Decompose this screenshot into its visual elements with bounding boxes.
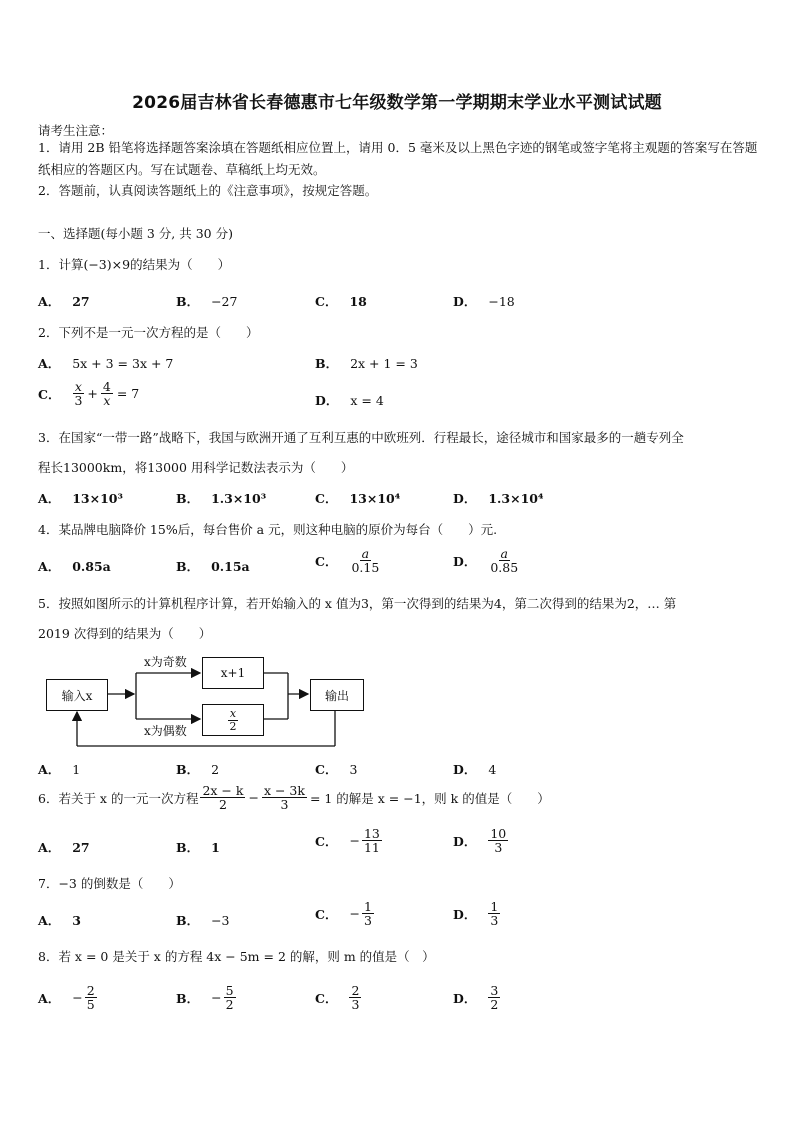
question-2: 2．下列不是一元一次方程的是（ ） [38,325,259,340]
page-title: 2026届吉林省长春德惠市七年级数学第一学期期末学业水平测试试题 [132,93,662,113]
q5-option-d[interactable]: D． 4 [453,761,497,777]
q7-option-c[interactable]: C． − $\frac{1}{3}$ [315,899,372,929]
q3-option-c[interactable]: C． 13×10⁴ [315,490,401,506]
q5-option-b[interactable]: B． 2 [176,761,220,777]
notice-item-2: 2．答题前，认真阅读答题纸上的《注意事项》，按规定答题。 [38,183,378,198]
question-5-line-2: 2019 次得到的结果为（ ） [38,626,212,641]
q1-option-c[interactable]: C． 18 [315,293,367,309]
question-1 [38,255,230,273]
flow-input-box: 输入x [46,679,108,711]
q1-suffix: 的结果为（ ） [130,257,231,272]
q5-option-c[interactable]: C． 3 [315,761,358,777]
question-7: 7．−3 的倒数是（ ） [38,876,181,891]
section-heading: 一、选择题(每小题 3 分, 共 30 分) [38,226,233,241]
question-3-line-1: 3．在国家“一带一路”战略下，我国与欧洲开通了互利互惠的中欧班列．行程最长，途径城市和国家最多的一趟专列全 [38,430,684,445]
q8-option-d[interactable]: D． $\frac{3}{2}$ [453,983,499,1013]
notice-heading: 请考生注意： [38,123,114,138]
q3-option-a[interactable]: A． 13×10³ [38,490,123,506]
q4-option-b[interactable]: B． 0.15a [176,558,250,574]
flow-even-operation: $\frac{x}{2}$ [202,704,264,736]
q5-option-a[interactable]: A． 1 [38,761,81,777]
q2c-fraction-2: $\frac{4}{x}$ [102,379,111,409]
q8-option-c[interactable]: C． $\frac{2}{3}$ [315,983,360,1013]
q4-option-d[interactable]: D． $\frac{a}{0.85}$ [453,546,519,576]
q8-option-a[interactable]: A． − $\frac{2}{5}$ [38,983,95,1013]
flow-odd-operation: x+1 [202,657,264,689]
notice-item-1: 1．请用 2B 铅笔将选择题答案涂填在答题纸相应位置上，请用 0．5 毫米及以上黑色字迹的钢笔或签字笔将主观题的答案写在答题纸相应的答题区内。写在试题卷、草稿纸上均无效。 [38,140,758,177]
q6-fraction-1: $\frac{2x - k}{2}$ [202,783,244,813]
question-4: 4．某品牌电脑降价 15%后，每台售价 a 元，则这种电脑的原价为每台（ ）元. [38,522,498,537]
question-3-line-2: 程长13000km，将13000 用科学记数法表示为（ ） [38,460,354,475]
question-5-line-1: 5．按照如图所示的计算机程序计算，若开始输入的 x 值为3，第一次得到的结果为4，第二次得到的结果为2，… 第 [38,596,677,611]
q7-option-a[interactable]: A． 3 [38,912,81,928]
q7-option-d[interactable]: D． $\frac{1}{3}$ [453,899,499,929]
q2-option-a[interactable]: A． 5x + 3 = 3x + 7 [38,355,174,371]
q6-option-a[interactable]: A． 27 [38,839,90,855]
q1-prefix: 1．计算 [38,257,84,272]
question-8: 8．若 x = 0 是关于 x 的方程 4x − 5m = 2 的解，则 m 的值是（ ） [38,949,435,964]
q1-expression: (−3)×9 [83,257,131,272]
q2-option-d[interactable]: D． x = 4 [315,392,384,408]
q4-option-a[interactable]: A． 0.85a [38,558,111,574]
program-flowchart [40,650,380,752]
q1-option-b[interactable]: B． −27 [176,293,238,309]
q2-option-c[interactable]: C． $\frac{x}{3}$ + $\frac{4}{x}$ = 7 [38,379,140,409]
q6-fraction-2: $\frac{x - 3k}{3}$ [263,783,305,813]
q3-option-d[interactable]: D． 1.3×10⁴ [453,490,544,506]
q3-option-b[interactable]: B． 1.3×10³ [176,490,267,506]
q2c-fraction-1: $\frac{x}{3}$ [74,379,83,409]
q6-option-c[interactable]: C． − $\frac{13}{11}$ [315,826,380,856]
question-6: 6．若关于 x 的一元一次方程 $\frac{2x - k}{2}$ − $\frac{x - 3k}{3}$ = 1 的解是 x = −1，则 k 的值是（ ） [38,783,550,813]
q2-option-b[interactable]: B． 2x + 1 = 3 [315,355,418,371]
flow-even-label: x为偶数 [144,724,187,738]
q1-option-a[interactable]: A． 27 [38,293,90,309]
q1-option-d[interactable]: D． −18 [453,293,515,309]
q6-option-d[interactable]: D． $\frac{10}{3}$ [453,826,507,856]
q4-option-c[interactable]: C． $\frac{a}{0.15}$ [315,546,380,576]
flow-odd-label: x为奇数 [144,655,187,669]
q6-option-b[interactable]: B． 1 [176,839,220,855]
q7-option-b[interactable]: B． −3 [176,912,230,928]
flow-output-box: 输出 [310,679,364,711]
q8-option-b[interactable]: B． − $\frac{5}{2}$ [176,983,234,1013]
